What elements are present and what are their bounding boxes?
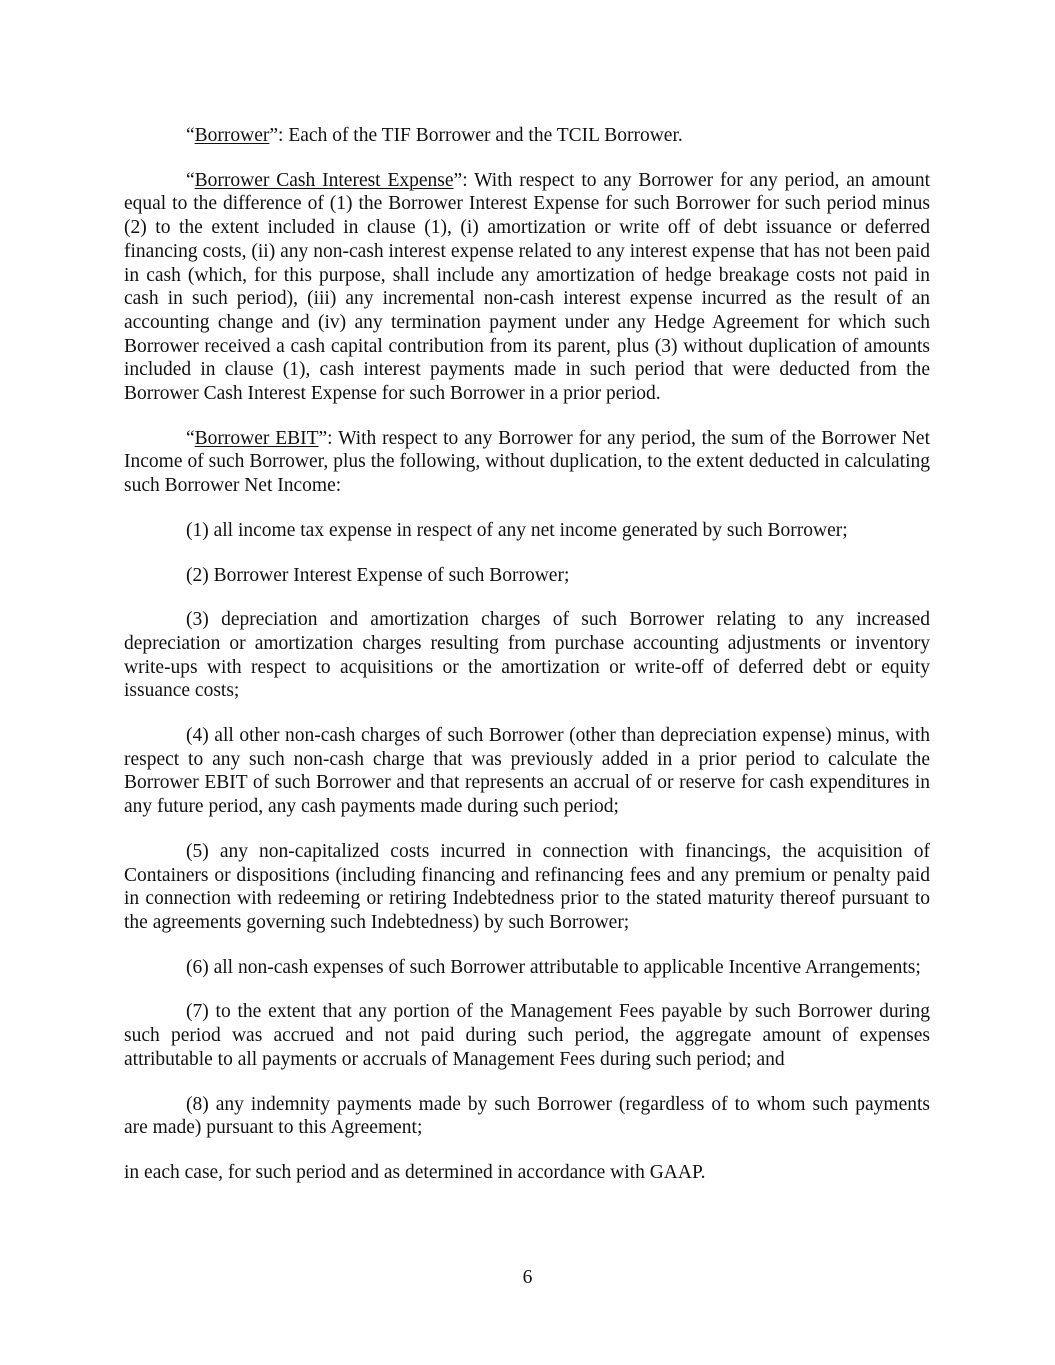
open-quote: “ — [186, 169, 195, 191]
ebit-item-6: (6) all non-cash expenses of such Borrower attributable to applicable Incentive Arrangements; — [186, 956, 921, 978]
ebit-item-2: (2) Borrower Interest Expense of such Borrower; — [186, 564, 570, 586]
ebit-item-8: (8) any indemnity payments made by such Borrower (regardless of to whom such payments are made) pursuant to this Agreement; — [124, 1093, 930, 1139]
open-quote: “ — [186, 125, 195, 146]
closing-clause: in each case, for such period and as determined in accordance with GAAP. — [124, 1161, 706, 1183]
definition-borrower-cash-interest-expense — [124, 169, 930, 406]
document-body — [124, 124, 930, 1206]
defined-term: Borrower Cash Interest Expense — [194, 169, 454, 191]
definition-borrower-ebit — [124, 427, 930, 498]
definition-text: Each of the TIF Borrower and the TCIL Borrower. — [288, 125, 683, 146]
ebit-item-4: (4) all other non-cash charges of such Borrower (other than depreciation expense) minus, with respect to any such non-cash charge that was previously added in a prior period to calculate the Borrower EBIT of such Borrower and that represents an accrual of or reserve for cash expenditures in any future period, any cash payments made during such period; — [124, 725, 930, 818]
defined-term: Borrower — [194, 125, 270, 146]
close-quote: ”: — [453, 169, 475, 191]
ebit-item-7: (7) to the extent that any portion of the Management Fees payable by such Borrower during such period was accrued and not paid during such period, the aggregate amount of expenses attributable to all payments or accruals of Management Fees during such period; and — [124, 1001, 930, 1070]
ebit-item-1: (1) all income tax expense in respect of any net income generated by such Borrower; — [186, 519, 848, 541]
open-quote: “ — [186, 427, 195, 449]
ebit-item-5: (5) any non-capitalized costs incurred in connection with financings, the acquisition of Containers or dispositions (including financing and refinancing fees and any premium or penalty paid in connection with redeeming or retiring Indebtedness prior to the stated maturity thereof pursuant to the agreements governing such Indebtedness) by such Borrower; — [124, 840, 930, 933]
page-number: 6 — [522, 1267, 533, 1288]
close-quote: ”: — [269, 125, 289, 146]
ebit-item-3: (3) depreciation and amortization charges of such Borrower relating to any increased depreciation or amortization charges resulting from purchase accounting adjustments or inventory write-ups with respect to acquisitions or the amortization or write-off of deferred debt or equity issuance costs; — [124, 609, 930, 702]
defined-term: Borrower EBIT — [194, 427, 319, 449]
definition-text: With respect to any Borrower for any period, the sum of the Borrower Net Income of such Borrower, plus the following, without duplication, to the extent deducted in calculating such Borrower Net Income: — [124, 427, 930, 497]
definition-text: With respect to any Borrower for any period, an amount equal to the difference of (1) the Borrower Interest Expense for such Borrower for such period minus (2) to the extent included in clause (1), (i) amortization or write off of debt issuance or deferred financing costs, (ii) any non-cash interest expense related to any interest expense that has not been paid in cash (which, for this purpose, shall include any amortization of hedge breakage costs not paid in cash in such period), (iii) any incremental non-cash interest expense incurred as the result of an accounting change and (iv) any termination payment under any Hedge Agreement for which such Borrower received a cash capital contribution from its parent, plus (3) without duplication of amounts included in clause (1), cash interest payments made in such period that were deducted from the Borrower Cash Interest Expense for such Borrower in a prior period. — [124, 169, 930, 405]
definition-borrower — [124, 124, 930, 148]
close-quote: ”: — [318, 427, 339, 449]
